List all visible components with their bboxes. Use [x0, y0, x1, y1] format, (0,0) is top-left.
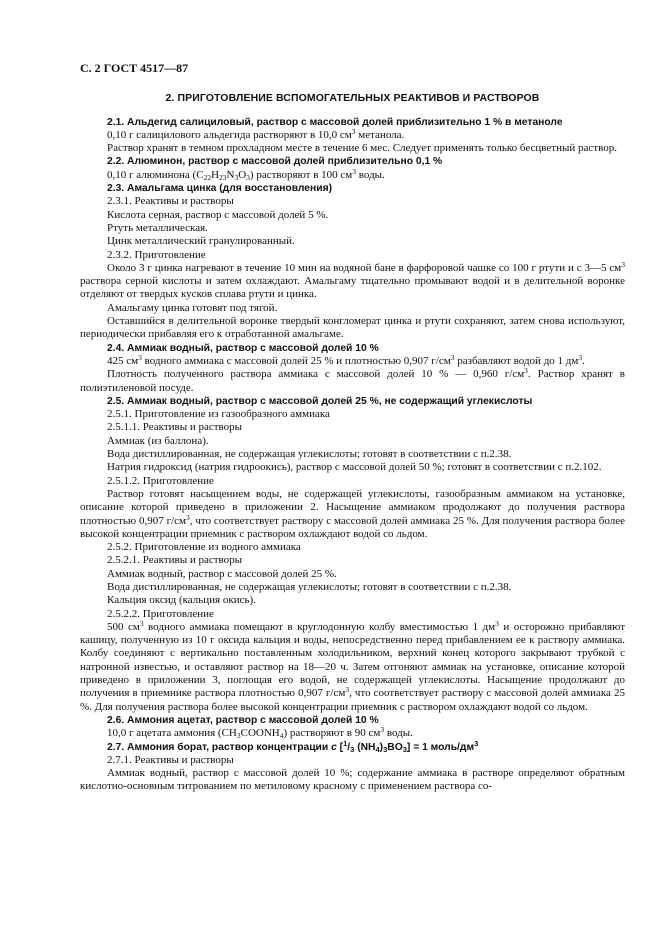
paragraph: 2.5.2.1. Реактивы и растворы — [107, 554, 243, 567]
paragraph: Вода дистиллированная, не содержащая углекислоты; готовят в соответствии с п.2.38. — [107, 580, 512, 593]
paragraph: 2.5. Аммиак водный, раствор с массовой долей 25 %, не содержащий углекислоты — [107, 395, 533, 407]
paragraph: 10,0 г ацетата аммония $(CH_3COONH_4)$ растворяют в 90 $см^3$ воды. — [107, 725, 413, 741]
paragraph: Вода дистиллированная, не содержащая углекислоты; готовят в соответствии с п.2.38. — [107, 448, 512, 461]
paragraph: Раствор готовят насыщением воды, не содержащей углекислоты, газообразным аммиаком на установке, описание которой приведено в приложении 2. Насыщение аммиаком продолжают до получения раствора плотностью 0,907 $г/см^3$, что соответствует раствору с массовой долей аммиака 25 %. Для получения раствора более высокой концентрации приемник с раствором охлаждают водой со льдом. — [80, 487, 625, 540]
paragraph: Оставшийся в делительной воронке твердый конгломерат цинка и ртути сохраняют, затем снова используют, периодически прибавляя его к отработанной амальгаме. — [80, 315, 625, 341]
paragraph: Амальгаму цинка готовят под тягой. — [107, 301, 278, 314]
paragraph: 2.5.1. Приготовление из газообразного аммиака — [107, 408, 330, 421]
paragraph: 2.7. Аммония борат, раствор концентрации c [$^1/_3$ $(NH_4)_3BO_3] = 1$ моль/$дм^3$ — [107, 738, 479, 754]
paragraph: Около 3 г цинка нагревают в течение 10 мин на водяной бане в фарфоровой чашке со 100 г ртути и с 3—5 $см^3$ раствора серной кислоты и затем охлаждают. Амальгаму тщательно промывают водой и в делительной воронке отделяют от твердых кусков сплава ртути и цинка. — [80, 259, 625, 301]
paragraph: 2.4. Аммиак водный, раствор с массовой долей 10 % — [107, 342, 379, 354]
paragraph: 425 $см^3$ водного аммиака с массовой долей 25 % и плотностью 0,907 $г/см^3$ разбавляют водой до 1 $дм^3$. — [107, 352, 585, 367]
paragraph: Кислота серная, раствор с массовой долей 5 %. — [107, 208, 329, 221]
paragraph: 2.3.2. Приготовление — [107, 248, 206, 261]
paragraph: 2.5.2.2. Приготовление — [107, 607, 214, 620]
paragraph: Цинк металлический гранулированный. — [107, 235, 295, 248]
paragraph: Плотность полученного раствора аммиака с массовой долей 10 % — 0,960 $г/см^3$. Раствор хранят в полиэтиленовой посуде. — [80, 366, 626, 394]
paragraph: Кальция оксид (кальция окись). — [107, 594, 256, 607]
paragraph: 2.5.2. Приготовление из водного аммиака — [107, 541, 301, 554]
paragraph: 2.3. Амальгама цинка (для восстановления) — [107, 183, 333, 195]
paragraph: 2.5.1.2. Приготовление — [107, 474, 214, 487]
document-body — [80, 116, 625, 794]
paragraph: Ртуть металлическая. — [107, 221, 208, 234]
paragraph: 2.2. Алюминон, раствор с массовой долей приблизительно 0,1 % — [107, 156, 443, 168]
paragraph: 0,10 г салицилового альдегида растворяют в 10,0 $см^3$ метанола. — [107, 126, 405, 141]
page-header: С. 2 ГОСТ 4517—87 — [80, 61, 189, 75]
paragraph: Аммиак водный, раствор с массовой долей 10 %; содержание аммиака в растворе определяют обратным кислотно-основным титрованием по метиловому красному с применением раствора со- — [80, 767, 625, 793]
paragraph: Аммиак (из баллона). — [107, 434, 209, 447]
paragraph: 2.3.1. Реактивы и растворы — [107, 195, 234, 208]
paragraph: Натрия гидроксид (натрия гидроокись), раствор с массовой долей 50 %; готовят в соответствии с п.2.102. — [107, 461, 602, 474]
paragraph: 2.7.1. Реактивы и растворы — [107, 753, 234, 766]
paragraph: 2.6. Аммония ацетат, раствор с массовой долей 10 % — [107, 714, 379, 726]
section-title: 2. ПРИГОТОВЛЕНИЕ ВСПОМОГАТЕЛЬНЫХ РЕАКТИВОВ И РАСТВОРОВ — [165, 92, 540, 105]
paragraph: Аммиак водный, раствор с массовой долей 25 %. — [107, 567, 337, 580]
paragraph: 0,10 г алюминона $(C_{22}H_{23}N_3O_3)$ растворяют в 100 $см^3$ воды. — [107, 166, 385, 182]
paragraph: 500 $см^3$ водного аммиака помещают в круглодонную колбу вместимостью 1 $дм^3$ и осторожно прибавляют кашицу, полученную из 10 г оксида кальция и воды, непосредственно перед прибавлением ее к раствору аммиака. Колбу соединяют с вертикально поставленным холодильником, верхний конец которого закрывают трубкой с натронной известью, и оставляют раствор на 18—20 ч. Затем отгоняют аммиак на установке, описание которой приведено в приложении 3, поглощая его водой, не содержащей углекислоты. Насыщение продолжают до получения в приемнике раствора плотностью 0,907 $г/см^3$, что соответствует раствору с массовой долей аммиака 25 %. Для получения раствора более высокой концентрации приемник с раствором охлаждают водой со льдом. — [80, 618, 625, 713]
paragraph: 2.1. Альдегид салициловый, раствор с массовой долей приблизительно 1 % в метаноле — [107, 116, 563, 128]
paragraph: Раствор хранят в темном прохладном месте в течение 6 мес. Следует применять только бесцветный раствор. — [107, 142, 617, 155]
paragraph: 2.5.1.1. Реактивы и растворы — [107, 421, 243, 434]
